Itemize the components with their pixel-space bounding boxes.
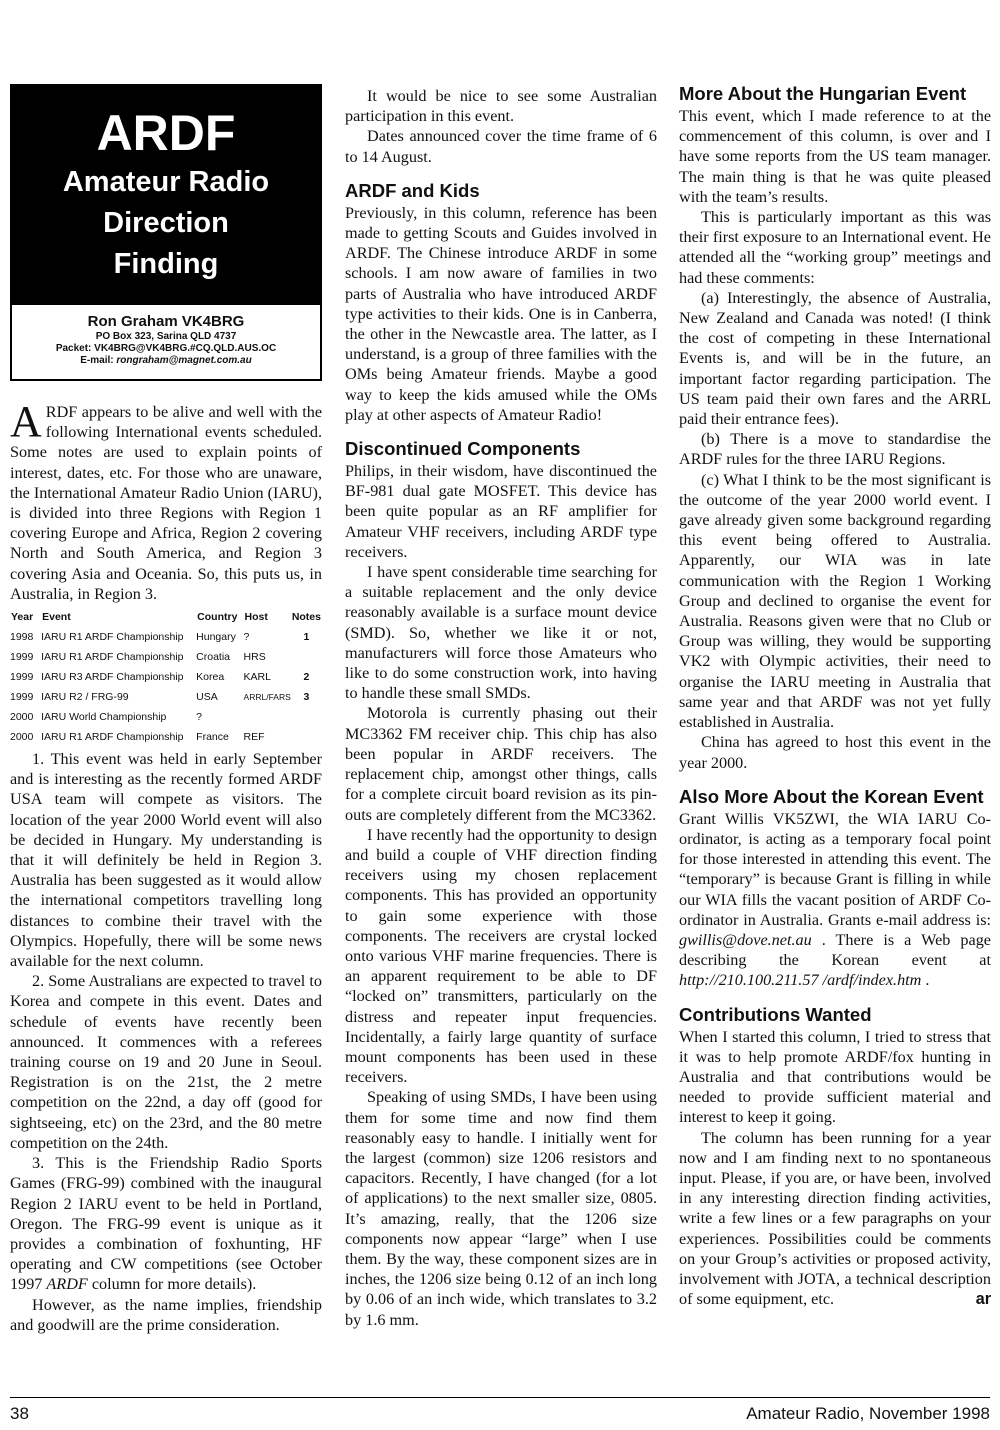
cell-year: 2000 [10, 731, 34, 744]
table-row [10, 727, 322, 747]
contrib-text-2: The column has been running for a year now and I am finding next to no spontaneous input. Please, if you are, or have been, involved in any interesting direction finding activities, write a few lines or a few paragraphs on your experiences. Possibilities could be comments on your Group’s activities or proposed activity, involvement with JOTA, a technical description of some equipment, etc. [679, 1128, 991, 1309]
col2-paragraph-1: It would be nice to see some Australian participation in this event. [345, 87, 657, 126]
cell-year: 1999 [10, 691, 34, 704]
table-header-row [10, 607, 322, 627]
cell-year: 2000 [10, 711, 34, 724]
header-country: Country [197, 611, 238, 624]
cell-country: Hungary [196, 631, 236, 644]
cell-notes [291, 727, 322, 747]
heading-ardf-kids: ARDF and Kids [345, 179, 480, 201]
author-email: rongraham@magnet.com.au [116, 355, 252, 366]
cell-host: ? [243, 631, 250, 644]
table-row [10, 687, 322, 707]
korea-text-a: Grant Willis VK5ZWI, the WIA IARU Co-ordinator, is acting as a temporary focal point for those interested in attending this event. The “temporary” is because Grant is filling in while our WIA fills the vacant position of ARDF Co-ordinator in Australia. Grants e-mail address is: [679, 809, 991, 929]
magazine-issue: Amateur Radio, November 1998 [746, 1404, 990, 1423]
note-4: However, as the name implies, friendship and goodwill are the prime consideration. [10, 1295, 322, 1334]
cell-event: IARU World Championship [41, 711, 167, 724]
header-notes: Notes [291, 611, 321, 624]
hung-paragraph-2: This is particularly important as this was their first exposure to an International event. He attended all the “working group” meetings and had these comments: [679, 208, 991, 287]
heading-korean: Also More About the Korean Event [679, 785, 984, 807]
cell-event: IARU R2 / FRG-99 [41, 691, 129, 704]
author-packet: Packet: VK4BRG@VK4BRG.#CQ.QLD.AUS.OC [55, 343, 277, 354]
note-3 [10, 1153, 322, 1294]
byline [10, 305, 322, 381]
table-row [10, 647, 322, 667]
cell-host: HRS [243, 651, 266, 664]
disc-paragraph-1: Philips, in their wisdom, have discontinued the BF-981 dual gate MOSFET. This device has been quite popular as an RF amplifier for Amateur VHF receivers, including ARDF type receivers. [345, 462, 657, 561]
cell-host: KARL [243, 671, 271, 684]
cell-year: 1999 [10, 651, 34, 664]
korea-web-link[interactable]: http://210.100.211.57 /ardf/index.htm [679, 971, 922, 990]
page-number: 38 [10, 1404, 29, 1423]
cell-host: ARRL/FARS [243, 692, 291, 703]
cell-event: IARU R3 ARDF Championship [41, 671, 184, 684]
hung-paragraph-4: (b) There is a move to standardise the ARDF rules for the three IARU Regions. [679, 430, 991, 469]
cell-host: REF [243, 731, 265, 744]
note-3-italic: ARDF [46, 1275, 88, 1294]
note-1: 1. This event was held in early September and is interesting as the recently formed ARDF USA team will compete as visitors. The location of the year 2000 World event will also be decided in Hungary. My understanding is that it will definitely be held in Region 3. Australia has been suggested as it would allow the international competitors travelling long distances to combine their travel with the Olympics. Hopefully, there will be some news available for the next column. [10, 750, 322, 971]
korea-text-b: . There is a Web page describing the Korean event at [679, 930, 991, 970]
note-3-text-a: 3. This is the Friendship Radio Sports Games (FRG-99) combined with the inaugural Region 2 IARU event to be held in Portland, Oregon. The FRG-99 event is unique as it provides a combination of foxhunting, HF operating and CW competitions (see October 1997 [10, 1154, 322, 1294]
disc-paragraph-3: Motorola is currently phasing out their MC3362 FM receiver chip. This chip has also been popular in ARDF receivers. The replacement chip, amongst other things, calls for a complete circuit board revision as its pin-outs are completely different from the MC3362. [345, 704, 657, 824]
drop-cap: A [10, 397, 42, 446]
heading-discontinued: Discontinued Components [345, 438, 581, 460]
cell-notes: 2 [303, 671, 310, 684]
hung-paragraph-6: China has agreed to host this event in the year 2000. [679, 733, 991, 772]
cell-notes: 1 [303, 631, 310, 644]
column-1 [10, 84, 322, 1335]
header-year: Year [11, 611, 34, 624]
table-row [10, 667, 322, 687]
email-label: E-mail: [80, 355, 117, 366]
hung-paragraph-5: (c) What I think to be the most significant is the outcome of the year 2000 world event. I gave already given some background regarding this event being offered to Australia. Apparently, our WIA was in late communication with the Region 1 Working Group and declined to organise the event for Australia. Reasons given were that no Club or Group was willing, they would be supporting VK2 with Olympic activities, their need to organise the IARU meeting in Australia that same year and that ARDF was not yet fully established in Australia. [679, 470, 991, 732]
disc-paragraph-4: I have recently had the opportunity to design and build a couple of VHF direction finding receivers using my chosen replacement components. This has provided an opportunity to gain some experience with those components. The receivers are crystal locked onto various VHF marine frequencies. There is an apparent requirement to be able to DF “locked on” transmitters, particularly on the distress and repeater input frequencies. Incidentally, a fairly large quantity of surface mount components has been used in these receivers. [345, 825, 657, 1087]
contrib-paragraph-2 [679, 1128, 991, 1310]
column-3 [679, 84, 991, 1309]
cell-country: USA [196, 691, 218, 704]
cell-notes: 3 [303, 691, 310, 704]
cell-year: 1998 [10, 631, 34, 644]
korea-text-c: . [921, 971, 930, 990]
end-mark: ar [975, 1290, 991, 1309]
cell-year: 1999 [10, 671, 34, 684]
intro-paragraph [10, 397, 322, 604]
intro-text: RDF appears to be alive and well with the following International events scheduled. Some notes are used to explain points of interest, dates, etc. For those who are unaware, the International Amateur Radio Union (IARU), is divided into three Regions with Region 1 covering Europe and Africa, Region 2 covering North and South America, and Region 3 covering Asia and Oceania. So, this puts us, in Australia, in Region 3. [10, 403, 322, 603]
table-row [10, 627, 322, 647]
hung-paragraph-1: This event, which I made reference to at the commencement of this column, is over and I have some reports from the US team manager. The main thing is that he was quite pleased with the team’s results. [679, 107, 991, 206]
cell-event: IARU R1 ARDF Championship [41, 731, 184, 744]
author-address: PO Box 323, Sarina QLD 4737 [95, 331, 237, 342]
cell-host [244, 707, 291, 727]
disc-paragraph-5: Speaking of using SMDs, I have been using them for some time and now find them reasonably easy to handle. I initially went for the largest (common) size 1206 resistors and capacitors. Recently, I have changed (for a lot of applications) to the next smaller size, 0805. It’s amazing, really, that the 1206 size components now appear “large” when I use them. By the way, these component sizes are in inches, the 1206 size being 0.12 of an inch long by 0.06 of an inch wide, which translates to 3.2 by 1.6 mm. [345, 1088, 657, 1329]
column-subtitle-2: Direction [103, 207, 229, 239]
note-3-text-b: column for more details). [87, 1275, 257, 1294]
header-host: Host [244, 611, 268, 624]
cell-event: IARU R1 ARDF Championship [41, 651, 184, 664]
column-subtitle-1: Amateur Radio [62, 166, 270, 198]
korea-paragraph [679, 809, 991, 991]
cell-country: France [196, 731, 229, 744]
column-subtitle-3: Finding [113, 248, 219, 280]
col2-paragraph-2: Dates announced cover the time frame of 6 to 14 August. [345, 127, 657, 166]
kids-paragraph: Previously, in this column, reference has been made to getting Scouts and Guides involved in ARDF. The Chinese introduce ARDF in some schools. I am now aware of families in two parts of Australia who have introduced ARDF type activities to their kids. One is in Canberra, the other in the Newcastle area. The latter, as I understand, is a group of three families with the OMs being Amateur friends. Maybe a good way to keep the kids amused while the OMs play at other aspects of Amateur Radio! [345, 203, 657, 424]
column-title: ARDF [96, 105, 236, 161]
contrib-paragraph-1: When I started this column, I tried to stress that it was to help promote ARDF/fox hunting in Australia and that contributions would be needed to provide sufficient material and interest to keep it going. [679, 1027, 991, 1127]
note-2: 2. Some Australians are expected to travel to Korea and compete in this event. Dates and schedule of events have recently been announced. It commences with a referees training course on 19 and 20 June in Seoul. Registration is on the 21st, the 2 metre competition on the 22nd, a day off (good for sightseeing, etc) on the 23rd, and the 80 metre competition on the 24th. [10, 972, 322, 1152]
author-email-line [12, 355, 320, 367]
table-row [10, 707, 322, 727]
korea-email-link[interactable]: gwillis@dove.net.au [679, 930, 812, 949]
heading-hungarian: More About the Hungarian Event [679, 83, 967, 104]
cell-notes [291, 707, 322, 727]
events-table [10, 607, 322, 747]
header-event: Event [42, 611, 71, 624]
cell-notes [291, 647, 322, 667]
title-box [10, 84, 322, 305]
cell-event: IARU R1 ARDF Championship [41, 631, 184, 644]
disc-paragraph-2: I have spent considerable time searching for a suitable replacement and the only device reasonably available is a surface mount device (SMD). So, whether we like it or not, manufacturers will force those Amateurs who like to do some construction work, into having to handle these small SMDs. [345, 563, 657, 703]
cell-country: ? [196, 711, 203, 724]
author-name: Ron Graham VK4BRG [87, 313, 245, 330]
cell-country: Croatia [196, 651, 231, 664]
cell-country: Korea [196, 671, 225, 684]
column-2 [345, 86, 657, 1330]
heading-contributions: Contributions Wanted [679, 1003, 872, 1025]
hung-paragraph-3: (a) Interestingly, the absence of Australia, New Zealand and Canada was noted! (I think the cost of competing in these International Events is, and will be in the future, an important factor regarding participation. The US team paid their own fares and the ARRL paid their entrance fees). [679, 288, 991, 429]
page-footer [10, 1397, 990, 1423]
